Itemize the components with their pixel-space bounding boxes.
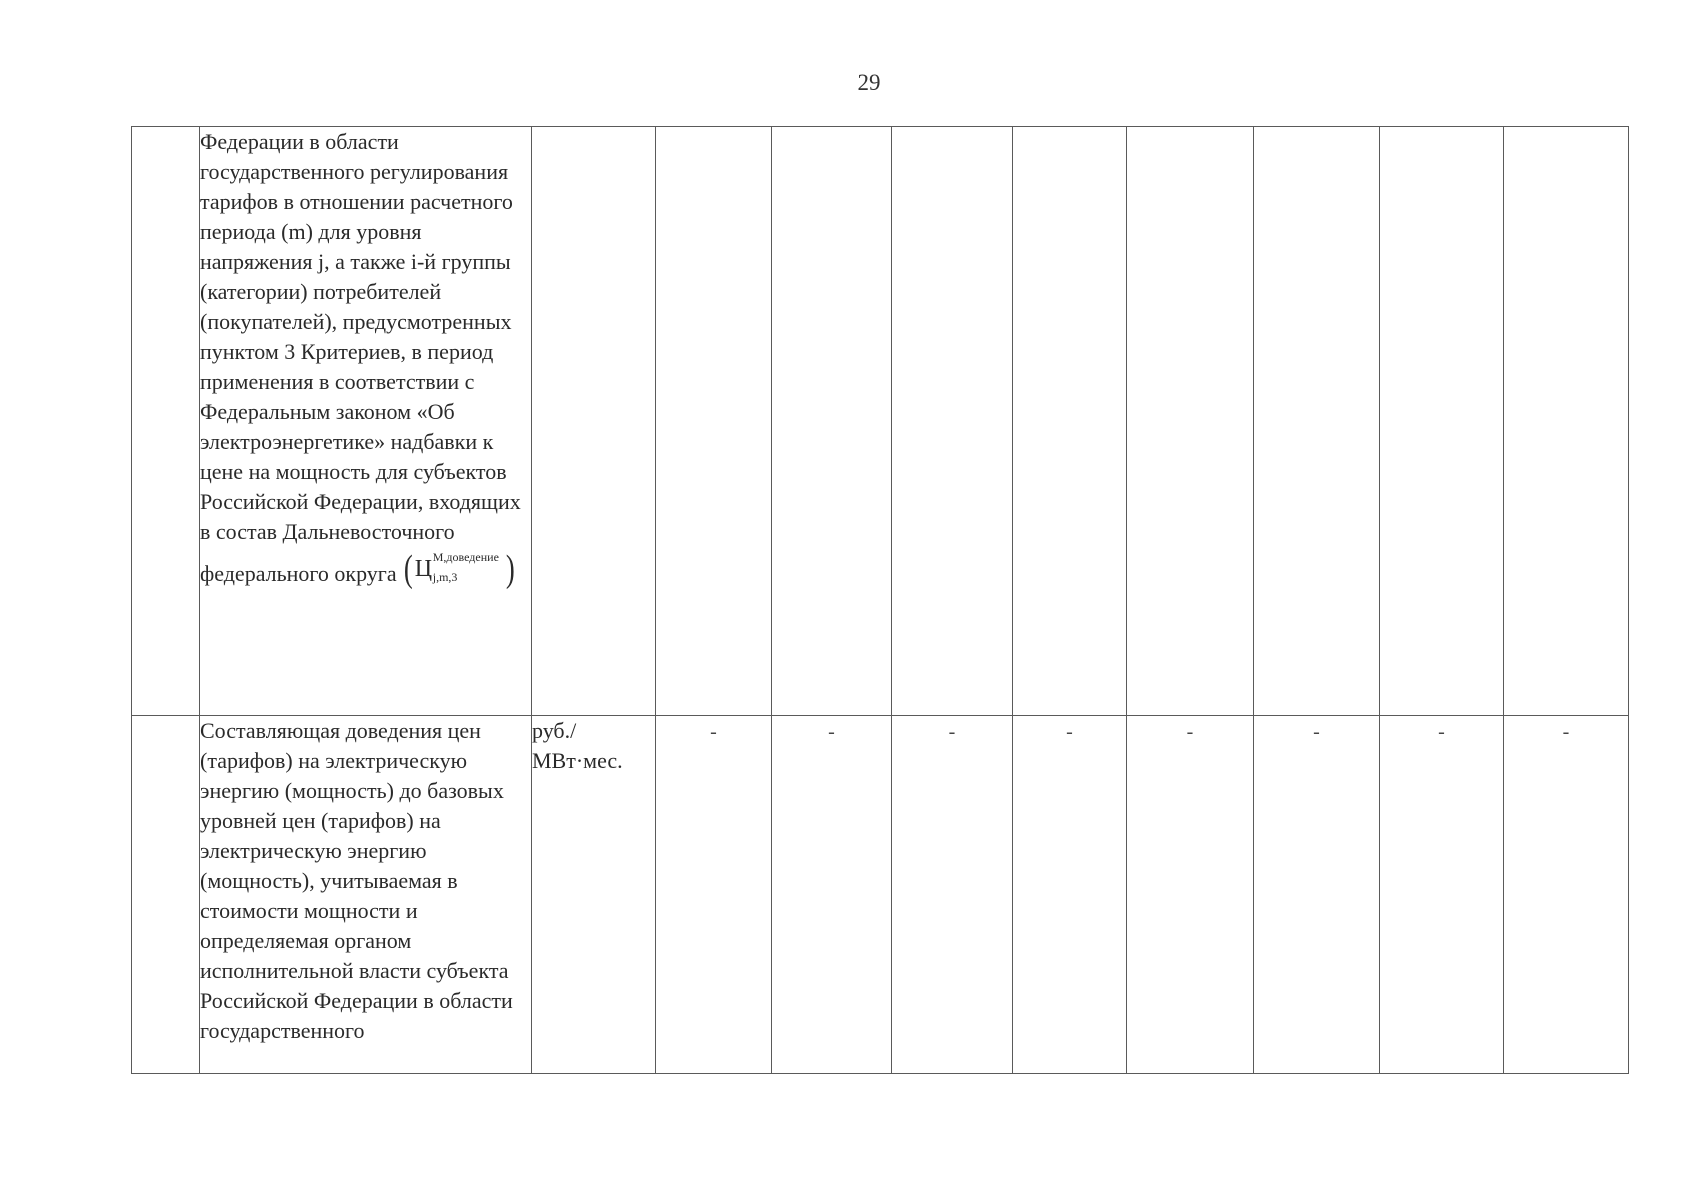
value-cell — [772, 127, 892, 716]
dash-value: - — [948, 721, 956, 743]
value-cell — [1380, 127, 1504, 716]
value-cell — [656, 716, 772, 1074]
dash-value: - — [1562, 721, 1570, 743]
formula-subscript: j,m,3 — [432, 570, 458, 584]
value-cell — [1127, 716, 1254, 1074]
formula-close-paren: ) — [505, 548, 515, 590]
value-cell — [1254, 127, 1380, 716]
row-number-cell — [132, 716, 200, 1074]
formula-base: Ц — [414, 556, 433, 582]
description-cell — [200, 127, 532, 716]
row-number-cell — [132, 127, 200, 716]
description-text: Федерации в области государственного регулирования тарифов в отношении расчетного периода (m) для уровня напряжения j, а также i-й группы (категории) потребителей (покупателей), предусмотренных пунктом 3 Критериев, в период применения в соответствии с Федеральным законом «Об электроэнергетике» надбавки к цене на мощность для субъектов Российской Федерации, входящих в состав Дальневосточного федерального округа — [200, 129, 521, 586]
dash-value: - — [1313, 721, 1320, 743]
value-cell — [656, 127, 772, 716]
value-cell — [1504, 127, 1629, 716]
dash-value: - — [710, 721, 717, 743]
value-cell — [772, 716, 892, 1074]
formula — [402, 549, 517, 589]
value-cell — [1504, 716, 1629, 1074]
dash-value: - — [1438, 721, 1445, 743]
value-cell — [1380, 716, 1504, 1074]
value-cell — [1127, 127, 1254, 716]
value-cell — [1254, 716, 1380, 1074]
unit-cell: руб./ МВт·мес. — [532, 716, 656, 1074]
unit-cell — [532, 127, 656, 716]
table-row — [132, 127, 1629, 716]
formula-open-paren: ( — [403, 548, 413, 590]
formula-symbol — [414, 550, 504, 584]
value-cell — [1013, 716, 1127, 1074]
value-cell — [892, 716, 1013, 1074]
tariff-table — [131, 126, 1629, 1074]
formula-superscript: М,доведение — [432, 550, 499, 564]
description-cell: Составляющая доведения цен (тарифов) на электрическую энергию (мощность) до базовых уровней цен (тарифов) на электрическую энергию (мощность), учитываемая в стоимости мощности и определяемая органом исполнительной власти субъекта Российской Федерации в области государственного — [200, 716, 532, 1074]
value-cell — [892, 127, 1013, 716]
dash-value: - — [1186, 721, 1194, 743]
page-number: 29 — [857, 70, 881, 95]
dash-value: - — [1066, 721, 1073, 743]
table-row — [132, 716, 1629, 1074]
dash-value: - — [828, 721, 835, 743]
value-cell — [1013, 127, 1127, 716]
